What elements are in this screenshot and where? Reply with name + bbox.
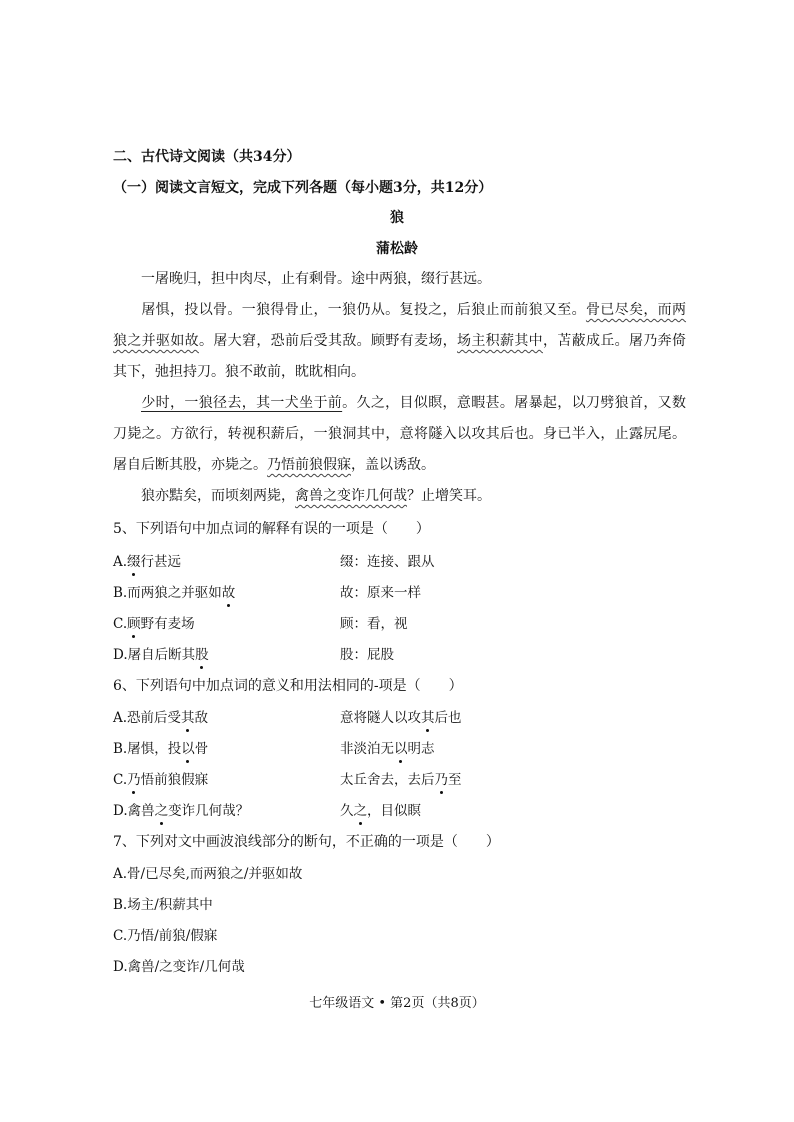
question-6-stem: 6、下列语句中加点词的意义和用法相同的-项是（ ）: [113, 678, 463, 694]
passage-text: 一屠晚归，担中肉尽，止有剩骨。途中两狼，缀行甚远。: [141, 271, 491, 287]
passage-paragraph-3: [113, 388, 686, 481]
passage-text: 狼亦黠矣，而顷刻两毙，: [141, 488, 295, 504]
dotted-character: 故: [222, 581, 236, 601]
passage-text: 。久之，目似瞑，意暇甚。屠暴起，以刀劈狼首，又数刀毙之。方欲行，转视积薪后，一狼洞其中，意将隧入以攻其后也。身已半入，止露尻尾。屠自后断其股，亦毙之。: [113, 395, 687, 473]
dotted-character: 其: [421, 706, 435, 726]
page-footer: 七年级语文 • 第2页（共8页）: [309, 996, 485, 1011]
q7-option-a[interactable]: A.骨/已尽矣,而两狼之/并驱如故: [113, 866, 303, 882]
q6-compare-a: 意将隧人以攻其后也: [340, 706, 462, 726]
q6-compare-b: 非淡泊无以明志: [340, 737, 435, 757]
question-7-stem: 7、下列对文中画波浪线部分的断句，不正确的一项是（ ）: [113, 834, 500, 850]
dotted-character: 乃: [435, 768, 449, 788]
wavy-underlined-text: 骨已尽矣，而两狼之并驱如故: [113, 302, 687, 349]
dotted-character: 缀: [127, 550, 141, 570]
q6-option-c[interactable]: C.乃悟前狼假寐: [113, 768, 208, 788]
question-5-stem: 5、下列语句中加点词的解释有误的一项是（ ）: [113, 521, 430, 537]
passage-paragraph-4: [113, 481, 686, 512]
q6-option-b[interactable]: B.屠惧，投以骨: [113, 737, 208, 757]
dotted-character: 其: [181, 706, 195, 726]
q6-compare-c: 太丘舍去，去后乃至: [340, 768, 462, 788]
q6-option-a[interactable]: A.恐前后受其敌: [113, 706, 208, 726]
passage-text: ？止增笑耳。: [407, 488, 491, 504]
wavy-underlined-text: 禽兽之变诈几何哉: [295, 488, 407, 504]
q6-compare-d: 久之，目似瞑: [340, 799, 421, 819]
q5-option-b[interactable]: B.而两狼之并驱如故: [113, 581, 235, 601]
q5-option-c[interactable]: C.顾野有麦场: [113, 612, 195, 632]
q7-option-b[interactable]: B.场主/积薪其中: [113, 897, 213, 913]
q5-gloss-b: 故：原来一样: [340, 585, 421, 601]
q6-option-d[interactable]: D.禽兽之变诈几何哉？: [113, 799, 249, 819]
wavy-underlined-text: 乃悟前狼假寐: [267, 457, 351, 473]
dotted-character: 乃: [127, 768, 141, 788]
dotted-character: 以: [394, 737, 408, 757]
q5-option-a[interactable]: A.缀行甚远: [113, 550, 181, 570]
passage-paragraph-1: [113, 264, 686, 295]
dotted-character: 股: [195, 643, 209, 663]
q5-gloss-d: 股：屁股: [340, 647, 394, 663]
wavy-underlined-text: 场主积薪其中: [457, 333, 543, 349]
dotted-character: 之: [354, 799, 368, 819]
passage-paragraph-2: [113, 295, 686, 388]
passage-text: 屠惧，投以骨。一狼得骨止，一狼仍从。复投之，后狼止而前狼又至。: [141, 302, 586, 318]
dotted-character: 之: [155, 799, 169, 819]
q5-gloss-a: 缀：连接、跟从: [340, 554, 435, 570]
author: 蒲松龄: [376, 241, 418, 257]
q7-option-c[interactable]: C.乃悟/前狼/假寐: [113, 928, 218, 944]
passage-text: ，苫蔽成丘。屠乃奔倚其下，弛担持刀。狼不敢前，眈眈相向。: [113, 333, 686, 380]
q7-option-d[interactable]: D.禽兽/之变诈/几何哉: [113, 959, 245, 975]
dotted-character: 顾: [127, 612, 141, 632]
subsection-title: （一）阅读文言短文，完成下列各题（每小题3分，共12分）: [113, 180, 493, 196]
passage-text: 。屠大窘，恐前后受其敌。顾野有麦场，: [199, 333, 457, 349]
dotted-character: 以: [181, 737, 195, 757]
poem-title: 狼: [390, 210, 404, 226]
q5-gloss-c: 顾：看，视: [340, 616, 408, 632]
section-title: 二、古代诗文阅读（共34分）: [113, 149, 301, 165]
underlined-text: 少时，一狼径去，其一犬坐于前: [141, 395, 343, 411]
q5-option-d[interactable]: D.屠自后断其股: [113, 643, 209, 663]
passage-text: ，盖以诱敌。: [351, 457, 435, 473]
